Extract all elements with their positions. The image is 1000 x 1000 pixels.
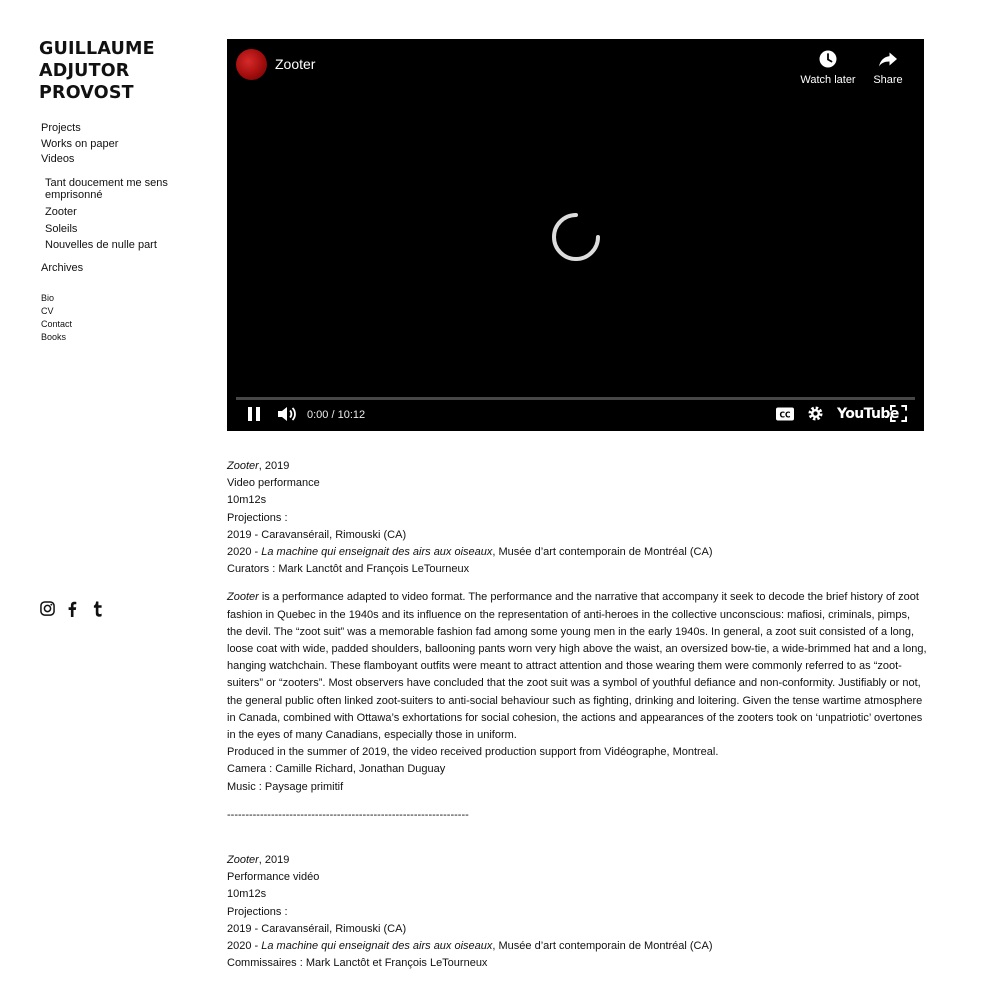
exhibition-venue: , Musée d’art contemporain de Montréal (CA) xyxy=(492,940,713,953)
fullscreen-icon xyxy=(890,405,907,427)
settings-button[interactable] xyxy=(806,405,825,427)
work-title: Zooter xyxy=(227,854,259,867)
nav-video-zooter[interactable]: Zooter xyxy=(45,205,77,218)
work-year: , 2019 xyxy=(258,460,290,472)
spacer xyxy=(227,824,927,852)
tumblr-icon[interactable] xyxy=(89,600,105,617)
site-title-line: PROVOST xyxy=(39,83,134,103)
svg-text:CC: CC xyxy=(779,409,791,419)
work-title-line xyxy=(227,458,927,475)
separator: ------------------------------------------------------------------ xyxy=(227,808,469,821)
secondary-nav xyxy=(41,292,199,344)
pause-button[interactable] xyxy=(245,405,263,427)
description xyxy=(227,589,927,744)
nav-books[interactable]: Books xyxy=(41,331,67,342)
progress-bar[interactable] xyxy=(236,397,915,400)
share-label: Share xyxy=(873,74,903,86)
nav-contact[interactable]: Contact xyxy=(41,318,73,329)
projection-item: 2019 - Caravansérail, Rimouski (CA) xyxy=(227,922,407,935)
description-title: Zooter xyxy=(227,591,259,604)
projection-item xyxy=(227,938,927,955)
work-title-line xyxy=(227,852,927,869)
facebook-icon[interactable] xyxy=(64,600,80,617)
videos-subnav xyxy=(45,177,199,252)
volume-button[interactable] xyxy=(276,405,298,427)
nav-archives[interactable]: Archives xyxy=(41,261,84,274)
production-note: Produced in the summer of 2019, the video received production support from Vidéographe, Montreal. xyxy=(227,746,719,759)
content xyxy=(227,458,927,983)
english-info xyxy=(227,458,927,578)
nav-bio[interactable]: Bio xyxy=(41,292,55,303)
nav-works-on-paper[interactable]: Works on paper xyxy=(41,137,119,150)
work-duration: 10m12s xyxy=(227,494,267,507)
nav-video-soleils[interactable]: Soleils xyxy=(45,222,78,235)
site-title-line: GUILLAUME xyxy=(39,39,155,59)
exhibition-title: La machine qui enseignait des airs aux oiseaux xyxy=(261,546,493,559)
fullscreen-button[interactable] xyxy=(890,405,907,427)
camera-credit: Camera : Camille Richard, Jonathan Duguay xyxy=(227,763,446,776)
watch-later-label: Watch later xyxy=(800,74,856,86)
channel-avatar[interactable] xyxy=(236,49,267,80)
music-credit: Music : Paysage primitif xyxy=(227,780,344,793)
nav-cv[interactable]: CV xyxy=(41,305,54,316)
social-links xyxy=(39,600,105,617)
captions-button[interactable] xyxy=(775,405,795,427)
loading-spinner-icon xyxy=(550,211,602,268)
watch-later-button[interactable] xyxy=(797,49,859,86)
site-title[interactable] xyxy=(39,38,199,104)
gear-icon xyxy=(806,404,825,428)
credits xyxy=(227,761,927,795)
instagram-icon[interactable] xyxy=(39,600,55,617)
projections-heading: Projections : xyxy=(227,511,288,524)
description-text: is a performance adapted to video format. The performance and the narrative that accompany it seek to decode the brief history of zoot fashion in Quebec in the 1940s and its influence on the representation of anti-heroes in the collective unconscious: mafiosi, criminals, pimps, the devil. The “zoot suit” was a memorable fashion fad among some young men in the early 1940s. In general, a zoot suit consisted of a long, loose coat with wide, padded shoulders, ballooning pants worn very high above the waist, an oversized bow-tie, a wide-brimmed hat and a long, hanging watchchain. These flamboyant outfits were meant to attract attention and those wearing them were commonly referred to as “zoot-suiters” or “zooters”. Most observers have concluded that the zoot suit was a symbol of youthful defiance and non-conformity. Justifiably or not, the general public often linked zoot-suiters to anti-social behaviour such as fighting, drinking and loitering. Given the tense wartime atmosphere in Canada, combined with Ottawa’s exhortations for social cohesion, the actions and appearances of the zooters took on ‘unpatriotic’ overtones in the eyes of many Canadians, especially those in uniform. xyxy=(227,591,927,742)
clock-icon xyxy=(797,49,859,71)
projection-item xyxy=(227,544,927,561)
nav-video-nouvelles[interactable]: Nouvelles de nulle part xyxy=(45,239,157,252)
work-medium: Video performance xyxy=(227,477,320,490)
exhibition-title: La machine qui enseignait des airs aux oiseaux xyxy=(261,940,493,953)
work-title: Zooter xyxy=(227,460,259,472)
work-year: , 2019 xyxy=(258,854,290,867)
youtube-logo[interactable]: YouTube xyxy=(837,406,899,422)
work-duration: 10m12s xyxy=(227,888,267,901)
curators: Commissaires : Mark Lanctôt et François LeTourneux xyxy=(227,957,488,970)
sidebar xyxy=(39,38,199,344)
exhibition-venue: , Musée d’art contemporain de Montréal (CA) xyxy=(492,546,713,559)
site-title-line: ADJUTOR xyxy=(39,61,130,81)
main-nav xyxy=(41,121,199,168)
video-player[interactable] xyxy=(227,39,924,431)
french-info xyxy=(227,852,927,972)
share-button[interactable] xyxy=(867,49,909,86)
nav-videos[interactable]: Videos xyxy=(41,153,75,165)
projection-year: 2020 - xyxy=(227,940,262,953)
projection-item: 2019 - Caravansérail, Rimouski (CA) xyxy=(227,528,407,541)
video-title[interactable]: Zooter xyxy=(275,56,316,72)
projections-heading: Projections : xyxy=(227,905,288,918)
captions-icon xyxy=(775,406,795,427)
volume-icon xyxy=(276,404,298,429)
pause-icon xyxy=(245,405,263,428)
nav-projects[interactable]: Projects xyxy=(41,122,81,134)
projection-year: 2020 - xyxy=(227,546,262,559)
curators: Curators : Mark Lanctôt and François LeTourneux xyxy=(227,563,470,576)
nav-video-tant-doucement[interactable]: Tant doucement me sens emprisonné xyxy=(45,176,168,201)
work-medium: Performance vidéo xyxy=(227,871,320,884)
time-display: 0:00 / 10:12 xyxy=(307,409,366,421)
share-arrow-icon xyxy=(867,49,909,71)
